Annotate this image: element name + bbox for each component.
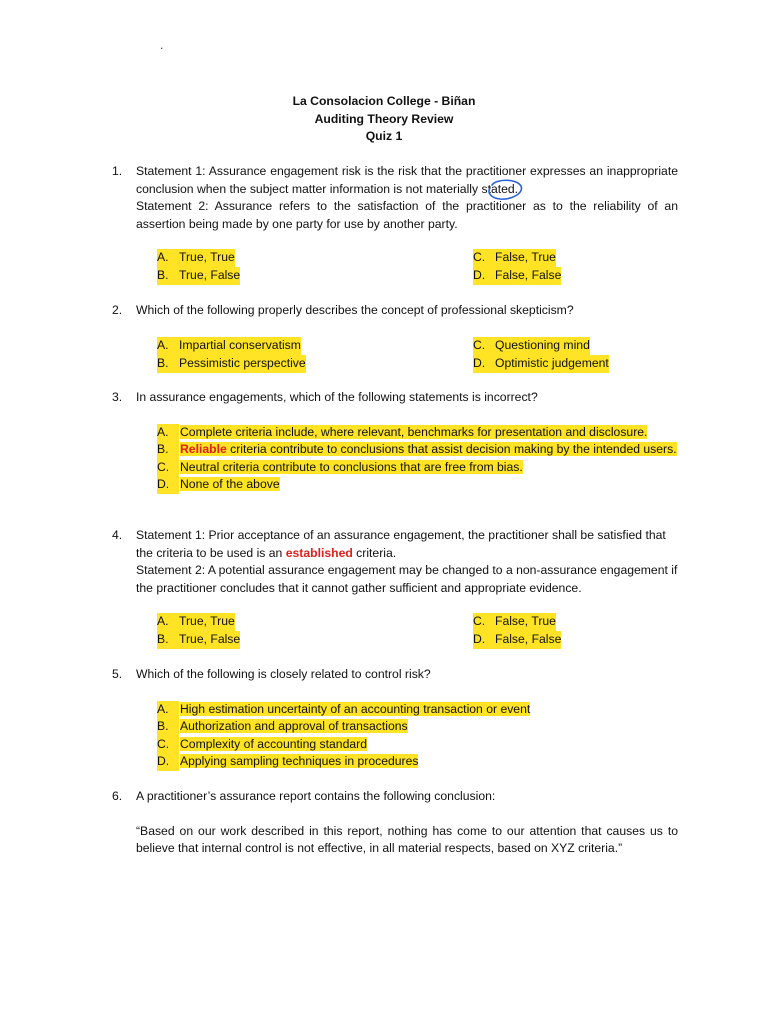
statement-2: Statement 2: A potential assurance engagement may be changed to a non-assurance engagement if the practitioner concludes that it cannot gather sufficient and appropriate evidence. bbox=[136, 563, 678, 595]
option-letter: D. bbox=[157, 476, 179, 494]
option-emphasis: Reliable bbox=[180, 442, 227, 456]
option-letter: C. bbox=[473, 614, 486, 628]
option-text: Applying sampling techniques in procedures bbox=[180, 754, 419, 768]
option-b[interactable] bbox=[157, 441, 678, 459]
option-d[interactable] bbox=[473, 267, 561, 285]
option-letter: D. bbox=[473, 632, 486, 646]
question-stem: Which of the following is closely related to control risk? bbox=[136, 667, 431, 681]
statement-1: Statement 1: Assurance engagement risk is the risk that the practitioner expresses an inappropriate conclusion when the subject matter information is not materially stated. bbox=[136, 164, 678, 196]
option-letter: D. bbox=[157, 753, 179, 771]
option-text: True, False bbox=[179, 268, 241, 282]
option-text: Complete criteria include, where relevant, benchmarks for presentation and disclosure. bbox=[180, 424, 648, 439]
question-2 bbox=[112, 302, 678, 370]
option-text: Neutral criteria contribute to conclusions that are free from bias. bbox=[180, 459, 523, 474]
answer-options bbox=[112, 701, 678, 771]
option-letter: C. bbox=[473, 338, 486, 352]
answer-options bbox=[112, 424, 678, 494]
question-stem bbox=[136, 527, 678, 597]
option-text: Impartial conservatism bbox=[179, 338, 301, 352]
option-text: Authorization and approval of transactions bbox=[180, 719, 408, 733]
question-6 bbox=[112, 788, 678, 858]
option-letter: C. bbox=[157, 736, 179, 754]
option-text: Questioning mind bbox=[495, 338, 590, 352]
option-letter: C. bbox=[473, 250, 486, 264]
emphasized-word: established bbox=[285, 545, 353, 560]
option-b[interactable] bbox=[157, 267, 240, 285]
option-text: False, True bbox=[495, 250, 556, 264]
question-stem: A practitioner’s assurance report contains the following conclusion: bbox=[136, 789, 496, 803]
option-letter: A. bbox=[157, 614, 169, 628]
question-number: 6. bbox=[112, 789, 123, 803]
option-text: High estimation uncertainty of an accounting transaction or event bbox=[180, 701, 531, 716]
option-b[interactable] bbox=[157, 631, 240, 649]
option-text: criteria contribute to conclusions that assist decision making by the intended users. bbox=[226, 442, 677, 456]
option-d[interactable] bbox=[157, 476, 678, 494]
option-a[interactable] bbox=[157, 249, 235, 267]
option-text: False, False bbox=[495, 268, 562, 282]
option-text: Pessimistic perspective bbox=[179, 356, 306, 370]
option-text: True, True bbox=[179, 250, 235, 264]
option-letter: A. bbox=[157, 250, 169, 264]
document-header bbox=[0, 93, 768, 146]
question-stem bbox=[136, 163, 678, 233]
option-d[interactable] bbox=[473, 631, 561, 649]
question-3 bbox=[112, 389, 678, 494]
course-title: Auditing Theory Review bbox=[314, 111, 454, 126]
option-letter: B. bbox=[157, 268, 169, 282]
question-number: 5. bbox=[112, 667, 123, 681]
option-d[interactable] bbox=[157, 753, 678, 771]
option-text: True, True bbox=[179, 614, 235, 628]
option-a[interactable] bbox=[157, 337, 301, 355]
option-letter: D. bbox=[473, 356, 486, 370]
statement-text: Statement 1: Prior acceptance of an assurance engagement, the practitioner shall be satisfied that the criteria to be used is an bbox=[136, 528, 666, 560]
statement-2: Statement 2: Assurance refers to the satisfaction of the practitioner as to the reliability of an assertion being made by one party for use by another party. bbox=[136, 199, 678, 231]
quiz-title: Quiz 1 bbox=[365, 129, 403, 143]
option-a[interactable] bbox=[157, 424, 678, 442]
option-letter: B. bbox=[157, 441, 179, 459]
option-text: False, True bbox=[495, 614, 556, 628]
option-c[interactable] bbox=[473, 613, 556, 631]
statement-text: criteria. bbox=[352, 545, 397, 560]
stray-mark: . bbox=[160, 38, 164, 52]
option-a[interactable] bbox=[157, 701, 678, 719]
option-letter: B. bbox=[157, 718, 179, 736]
question-number: 1. bbox=[112, 164, 123, 178]
option-text: Optimistic judgement bbox=[495, 356, 609, 370]
option-letter: B. bbox=[157, 356, 169, 370]
question-stem: Which of the following properly describes the concept of professional skepticism? bbox=[136, 303, 574, 317]
question-4 bbox=[112, 527, 678, 646]
option-b[interactable] bbox=[157, 718, 678, 736]
option-letter: C. bbox=[157, 459, 179, 477]
option-c[interactable] bbox=[157, 459, 678, 477]
question-1 bbox=[112, 163, 678, 282]
college-name: La Consolacion College - Biñan bbox=[292, 94, 476, 108]
question-number: 3. bbox=[112, 390, 123, 404]
option-letter: A. bbox=[157, 701, 179, 719]
question-5 bbox=[112, 666, 678, 771]
option-c[interactable] bbox=[473, 337, 590, 355]
question-number: 4. bbox=[112, 528, 123, 542]
option-text: Complexity of accounting standard bbox=[180, 736, 367, 751]
option-c[interactable] bbox=[473, 249, 556, 267]
option-b[interactable] bbox=[157, 355, 306, 373]
option-d[interactable] bbox=[473, 355, 609, 373]
option-letter: B. bbox=[157, 632, 169, 646]
option-a[interactable] bbox=[157, 613, 235, 631]
quoted-conclusion: “Based on our work described in this report, nothing has come to our attention that causes us to believe that internal control is not effective, in all material respects, based on XYZ criteria.” bbox=[136, 823, 678, 855]
question-stem: In assurance engagements, which of the following statements is incorrect? bbox=[136, 390, 538, 404]
option-text: None of the above bbox=[180, 477, 280, 491]
option-text: True, False bbox=[179, 632, 241, 646]
option-c[interactable] bbox=[157, 736, 678, 754]
option-letter: D. bbox=[473, 268, 486, 282]
question-number: 2. bbox=[112, 303, 123, 317]
option-text: False, False bbox=[495, 632, 562, 646]
statement-1 bbox=[136, 527, 678, 562]
option-letter: A. bbox=[157, 338, 169, 352]
option-letter: A. bbox=[157, 424, 179, 442]
